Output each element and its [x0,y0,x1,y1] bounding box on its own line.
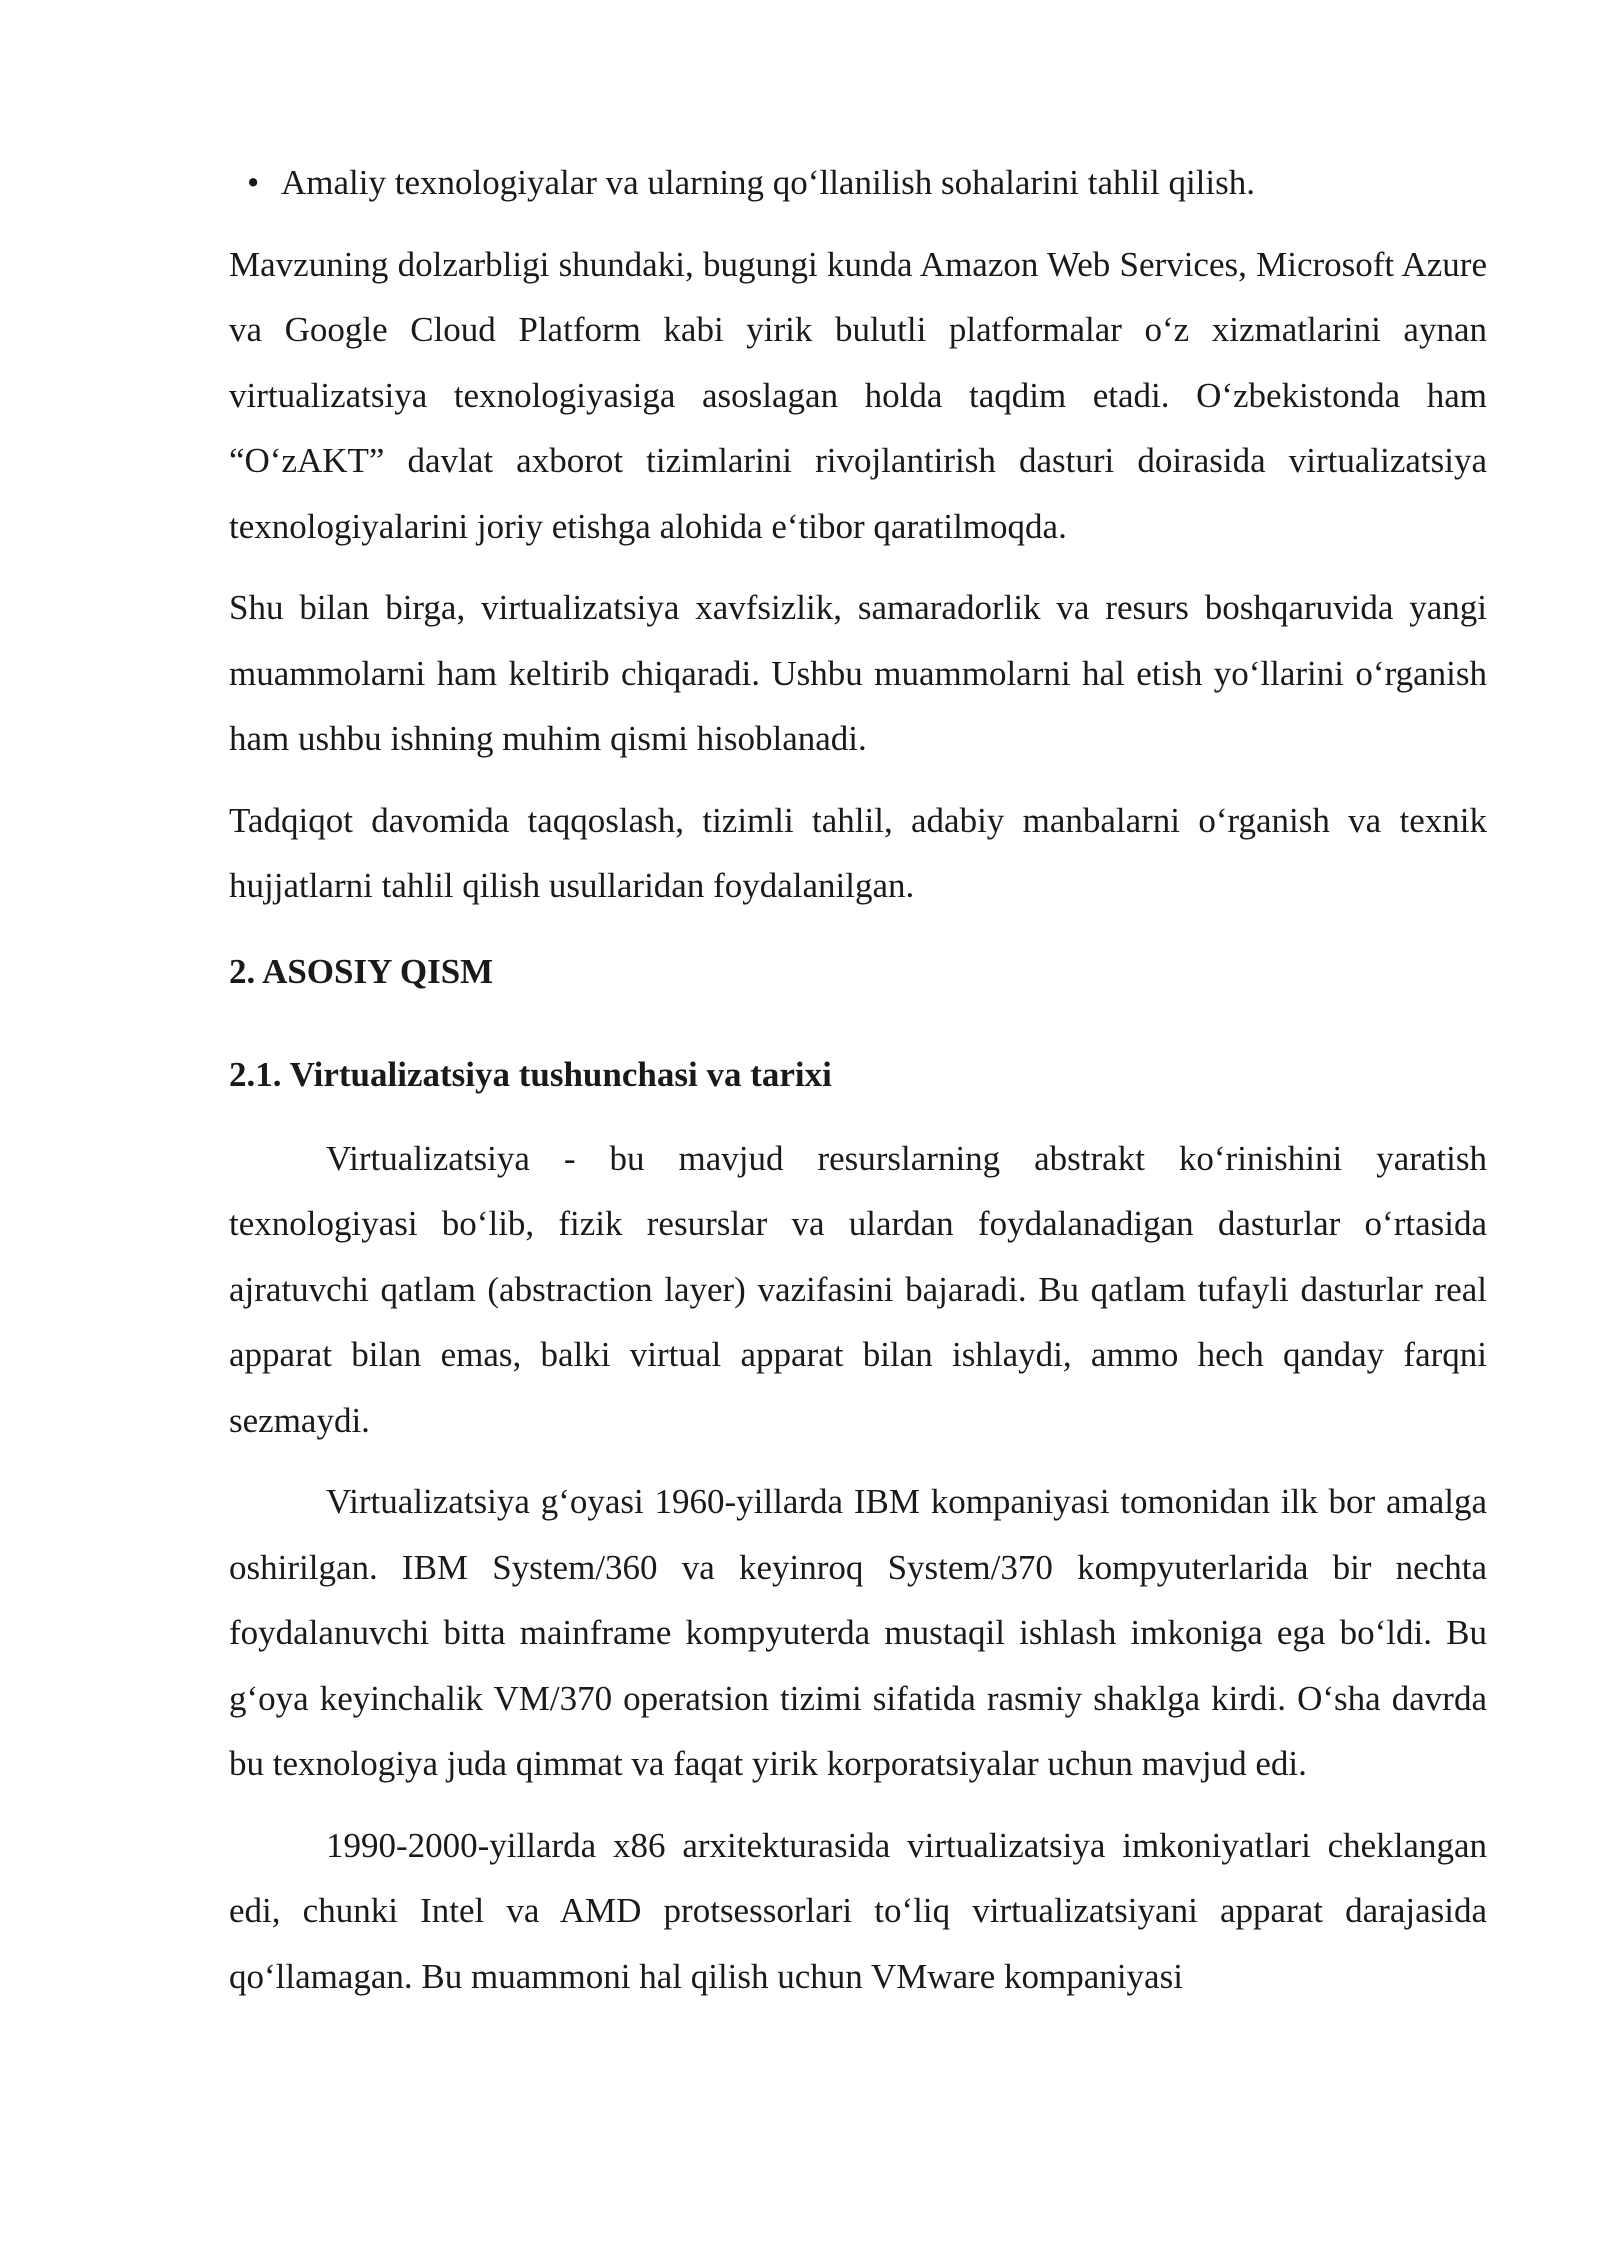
paragraph-challenges: Shu bilan birga, virtualizatsiya xavfsizlik, samaradorlik va resurs boshqaruvida yangi muammolarni ham keltirib chiqaradi. Ushbu muammolarni hal etish yo‘llarini o‘rganish ham ushbu ishning muhim qismi hisoblanadi. [229,588,1487,758]
bullet-list [229,150,1487,216]
subsection-heading: 2.1. Virtualizatsiya tushunchasi va tarixi [229,1055,832,1094]
document-page [229,150,1487,2025]
bullet-text: Amaliy texnologiyalar va ularning qo‘llanilish sohalarini tahlil qilish. [281,163,1255,202]
paragraph-history: Virtualizatsiya g‘oyasi 1960-yillarda IBM kompaniyasi tomonidan ilk bor amalga oshirilgan. IBM System/360 va keyinroq System/370 kompyuterlarida bir nechta foydalanuvchi bitta mainframe kompyuterda mustaqil ishlash imkoniga ega bo‘ldi. Bu g‘oya keyinchalik VM/370 operatsion tizimi sifatida rasmiy shaklga kirdi. O‘sha davrda bu texnologiya juda qimmat va faqat yirik korporatsiyalar uchun mavjud edi. [229,1482,1487,1783]
paragraph-definition: Virtualizatsiya - bu mavjud resurslarning abstrakt ko‘rinishini yaratish texnologiyasi bo‘lib, fizik resurslar va ulardan foydalanadigan dasturlar o‘rtasida ajratuvchi qatlam (abstraction layer) vazifasini bajaradi. Bu qatlam tufayli dasturlar real apparat bilan emas, balki virtual apparat bilan ishlaydi, ammo hech qanday farqni sezmaydi. [229,1138,1487,1440]
paragraph-relevance: Mavzuning dolzarbligi shundaki, bugungi kunda Amazon Web Services, Microsoft Azure va Google Cloud Platform kabi yirik bulutli platformalar o‘z xizmatlarini aynan virtualizatsiya texnologiyasiga asoslagan holda taqdim etadi. O‘zbekistonda ham “O‘zAKT” davlat axborot tizimlarini rivojlantirish dasturi doirasida virtualizatsiya texnologiyalarini joriy etishga alohida e‘tibor qaratilmoqda. [229,244,1487,546]
section-heading: 2. ASOSIY QISM [229,951,494,991]
bullet-dot-icon: • [247,163,260,202]
paragraph-x86: 1990-2000-yillarda x86 arxitekturasida virtualizatsiya imkoniyatlari cheklangan edi, chunki Intel va AMD protsessorlari to‘liq virtualizatsiyani apparat darajasida qo‘llamagan. Bu muammoni hal qilish uchun VMware kompaniyasi [229,1825,1487,1996]
bullet-item [229,150,1487,216]
paragraph-methods: Tadqiqot davomida taqqoslash, tizimli tahlil, adabiy manbalarni o‘rganish va texnik hujjatlarni tahlil qilish usullaridan foydalanilgan. [229,800,1487,905]
